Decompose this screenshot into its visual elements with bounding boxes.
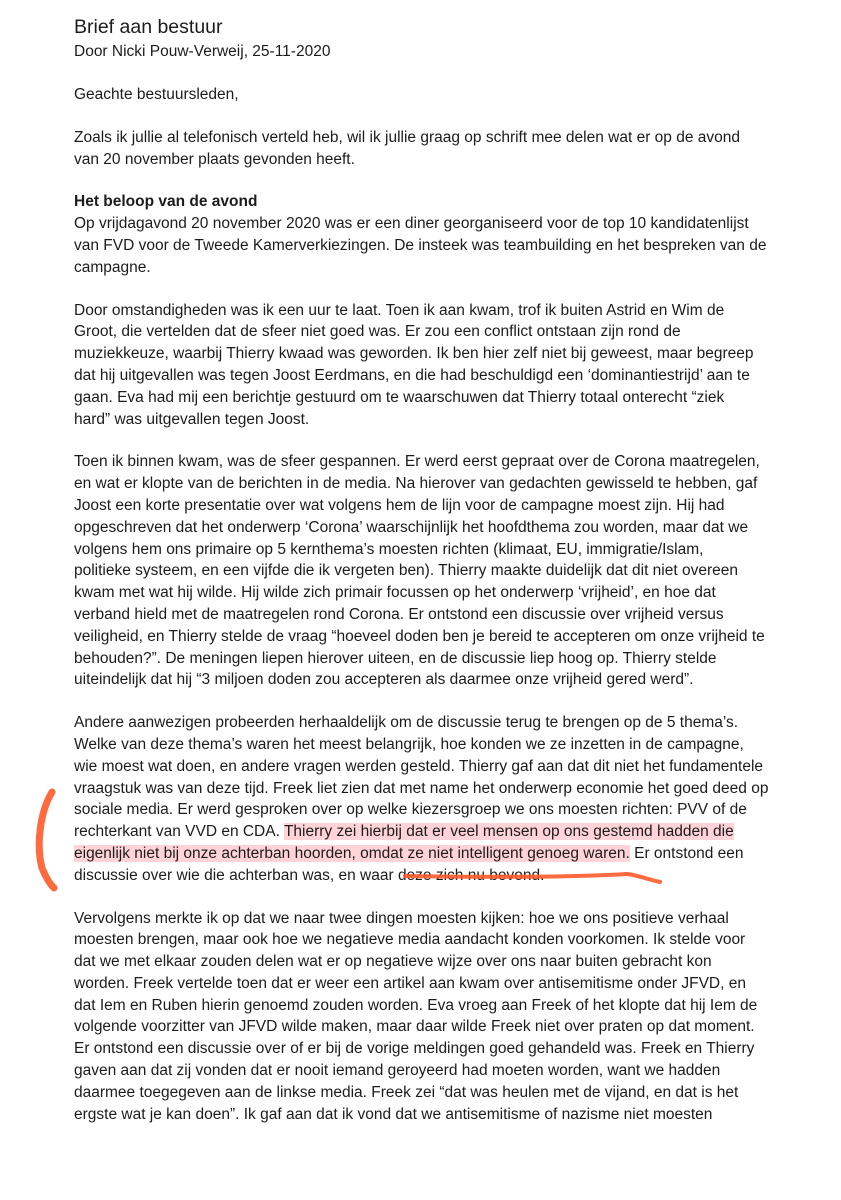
text-line: campagne. (74, 258, 151, 276)
text-line: Zoals ik jullie al telefonisch verteld heb, wil ik jullie graag op schrift mee delen wat er op de avond (74, 128, 740, 146)
section-paragraph-1 (74, 191, 824, 278)
text-line: Er ontstond een discussie over of er bij de vorige meldingen goed gehandeld was. Freek en Thierry (74, 1040, 755, 1058)
text-line: discussie over wie die achterban was, en waar deze zich nu bevond. (74, 866, 545, 884)
text-line: opgeschreven dat het onderwerp ‘Corona’ waarschijnlijk het hoofdthema zou worden, maar dat we (74, 518, 749, 536)
text-line: behouden?”. De meningen liepen hierover uiteen, en de discussie liep hoog op. Thierry stelde (74, 649, 717, 667)
text-line: Joost een korte presentatie over wat volgens hem de lijn voor de campagne moest zijn. Hij had (74, 496, 725, 514)
text-line: gaan. Eva had mij een berichtje gestuurd om te waarschuwen dat Thierry totaal onterecht “ziek (74, 388, 725, 406)
highlighted-text: eigenlijk niet bij onze achterban hoorden, omdat ze niet intelligent genoeg waren. (74, 844, 630, 862)
text-line: kwam met wat hij wilde. Hij wilde zich primair focussen op het onderwerp ‘vrijheid’, en hoe dat (74, 584, 716, 602)
text-line: dat hij uitgevallen was tegen Joost Eerdmans, en die had beschuldigd een ‘dominantiestrijd’ aan te (74, 366, 750, 384)
text-line: volgende voorzitter van JFVD wilde maken, maar daar wilde Freek niet over praten op dat moment. (74, 1018, 755, 1036)
text-line: Groot, die vertelden dat de sfeer niet goed was. Er zou een conflict ontstaan zijn rond de (74, 323, 681, 341)
text-line: Op vrijdagavond 20 november 2020 was er een diner georganiseerd voor de top 10 kandidatenlijst (74, 215, 749, 233)
highlighted-text: Thierry zei hierbij dat er veel mensen op ons gestemd hadden die (283, 823, 734, 841)
text-line: sociale media. Er werd gesproken over op welke kiezersgroep we ons moesten richten: PVV of de (74, 801, 747, 819)
text-line: van FVD voor de Tweede Kamerverkiezingen. De insteek was teambuilding en het bespreken van de (74, 236, 767, 254)
salutation-text: Geachte bestuursleden, (74, 86, 239, 103)
text-line: dat Iem en Ruben hierin genoemd zouden worden. Eva vroeg aan Freek of het klopte dat hij Iem de (74, 996, 758, 1014)
paragraph-arrival (74, 300, 824, 431)
text-line: Welke van deze thema’s waren het meest belangrijk, hoe konden we ze inzetten in de campagne, (74, 735, 744, 753)
text-line: politieke systeem, en een vijfde die ik vergeten ben). Thierry maakte duidelijk dat dit niet overeen (74, 562, 738, 580)
text-line: ergste wat je kan doen”. Ik gaf aan dat ik vond dat we antisemitisme of nazisme niet moesten (74, 1105, 713, 1123)
text-line: muziekkeuze, waarbij Thierry kwaad was geworden. Ik ben hier zelf niet bij geweest, maar begreep (74, 345, 754, 363)
text-line: uiteindelijk dat hij “3 miljoen doden zou accepteren als daarmee onze vrijheid gered werd”. (74, 671, 694, 689)
paragraph-themes (74, 712, 824, 886)
paragraph-negative-media (74, 908, 824, 1126)
text-line: Vervolgens merkte ik op dat we naar twee dingen moesten kijken: hoe we ons positieve verhaal (74, 909, 729, 927)
text-line (74, 821, 824, 843)
margin-bracket-mark (39, 792, 54, 888)
letter-page (74, 14, 824, 1146)
text-line: dat we met elkaar zouden delen wat er op negatieve wijze over ons naar buiten gebracht kon (74, 953, 712, 971)
text-line: volgens hem ons primaire op 5 kernthema’s moesten richten (klimaat, EU, immigratie/Islam, (74, 540, 704, 558)
text-line: Toen ik binnen kwam, was de sfeer gespannen. Er werd eerst gepraat over de Corona maatregelen, (74, 453, 760, 471)
text-line: moesten brengen, maar ook hoe we negatieve media aandacht konden voorkomen. Ik stelde voor (74, 931, 746, 949)
text-line: hard” was uitgevallen tegen Joost. (74, 410, 310, 428)
text-line: worden. Freek vertelde toen dat er weer een artikel aan kwam over antisemitisme onder JFVD, en (74, 974, 746, 992)
text-segment: Er ontstond een (629, 844, 744, 862)
section-heading: Het beloop van de avond (74, 193, 258, 211)
intro-paragraph (74, 127, 824, 171)
text-line: daarmee toegegeven aan de linkse media. Freek zei “dat was heulen met de vijand, en dat is het (74, 1083, 739, 1101)
text-line: van 20 november plaats gevonden heeft. (74, 150, 355, 168)
text-line: veiligheid, en Thierry stelde de vraag “hoeveel doden ben je bereid te accepteren om onze vrijheid te (74, 627, 765, 645)
text-line: wie moest wat doen, en andere vragen werden gesteld. Thierry gaf aan dat dit niet het fundamentele (74, 757, 764, 775)
text-line: vraagstuk was van deze tijd. Freek liet zien dat met name het onderwerp economie het goed deed op (74, 779, 769, 797)
text-line: Door omstandigheden was ik een uur te laat. Toen ik aan kwam, trof ik buiten Astrid en Wim de (74, 301, 725, 319)
text-line: Andere aanwezigen probeerden herhaaldelijk om de discussie terug te brengen op de 5 thema’s. (74, 714, 739, 732)
text-line: verband hield met de maatregelen rond Corona. Er ontstond een discussie over vrijheid versus (74, 605, 724, 623)
text-segment: rechterkant van VVD en CDA. (74, 823, 284, 841)
text-line: en wat er klopte van de berichten in de media. Na hierover van gedachten gewisseld te hebben, gaf (74, 475, 758, 493)
salutation (74, 84, 824, 106)
text-line: gaven aan dat zij vonden dat er nooit iemand geroyeerd had moeten worden, want we hadden (74, 1062, 721, 1080)
paragraph-corona-discussion (74, 451, 824, 691)
page-title: Brief aan bestuur (74, 16, 223, 38)
author-date-line: Door Nicki Pouw-Verweij, 25-11-2020 (74, 43, 331, 60)
text-line (74, 843, 824, 865)
